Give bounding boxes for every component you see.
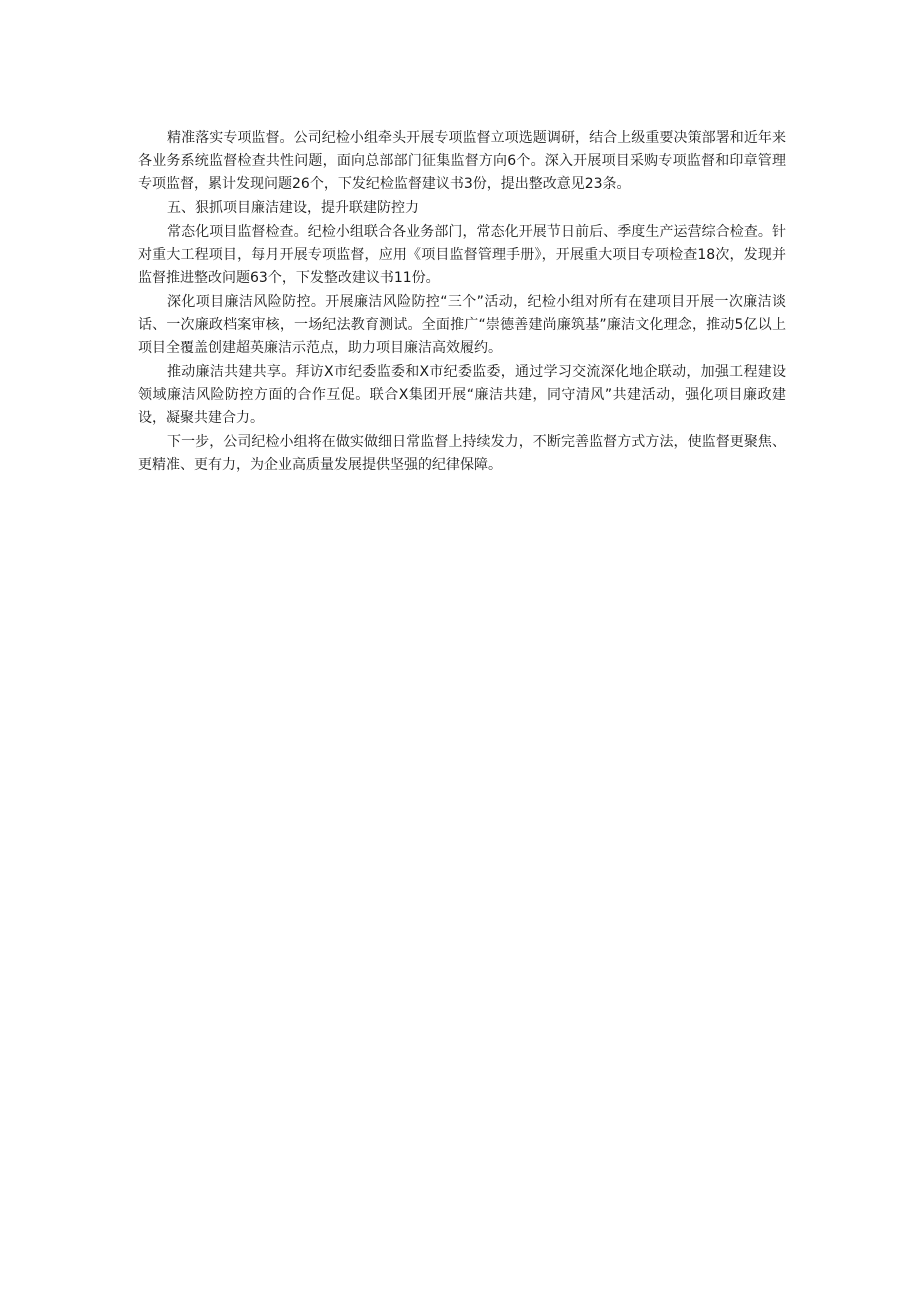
paragraph-next-steps: 下一步，公司纪检小组将在做实做细日常监督上持续发力，不断完善监督方式方法，使监督更聚焦、更精准、更有力，为企业高质量发展提供坚强的纪律保障。	[138, 434, 786, 473]
paragraph-routine-inspection: 常态化项目监督检查。纪检小组联合各业务部门，常态化开展节日前后、季度生产运营综合检查。针对重大工程项目，每月开展专项监督，应用《项目监督管理手册》，开展重大项目专项检查18次，发现并监督推进整改问题63个，下发整改建议书11份。	[138, 224, 786, 286]
section-heading-five: 五、狠抓项目廉洁建设，提升联建防控力	[167, 200, 419, 216]
paragraph-risk-prevention: 深化项目廉洁风险防控。开展廉洁风险防控“三个”活动，纪检小组对所有在建项目开展一次廉洁谈话、一次廉政档案审核，一场纪法教育测试。全面推广“崇德善建尚廉筑基”廉洁文化理念，推动5亿以上项目全覆盖创建超英廉洁示范点，助力项目廉洁高效履约。	[138, 294, 786, 356]
document-body	[138, 127, 786, 478]
paragraph-special-supervision: 精准落实专项监督。公司纪检小组牵头开展专项监督立项选题调研，结合上级重要决策部署和近年来各业务系统监督检查共性问题，面向总部部门征集监督方向6个。深入开展项目采购专项监督和印章管理专项监督，累计发现问题26个，下发纪检监督建议书3份，提出整改意见23条。	[138, 130, 786, 192]
paragraph-joint-building: 推动廉洁共建共享。拜访X市纪委监委和X市纪委监委，通过学习交流深化地企联动，加强工程建设领域廉洁风险防控方面的合作互促。联合X集团开展“廉洁共建，同守清风”共建活动，强化项目廉政建设，凝聚共建合力。	[138, 364, 786, 426]
